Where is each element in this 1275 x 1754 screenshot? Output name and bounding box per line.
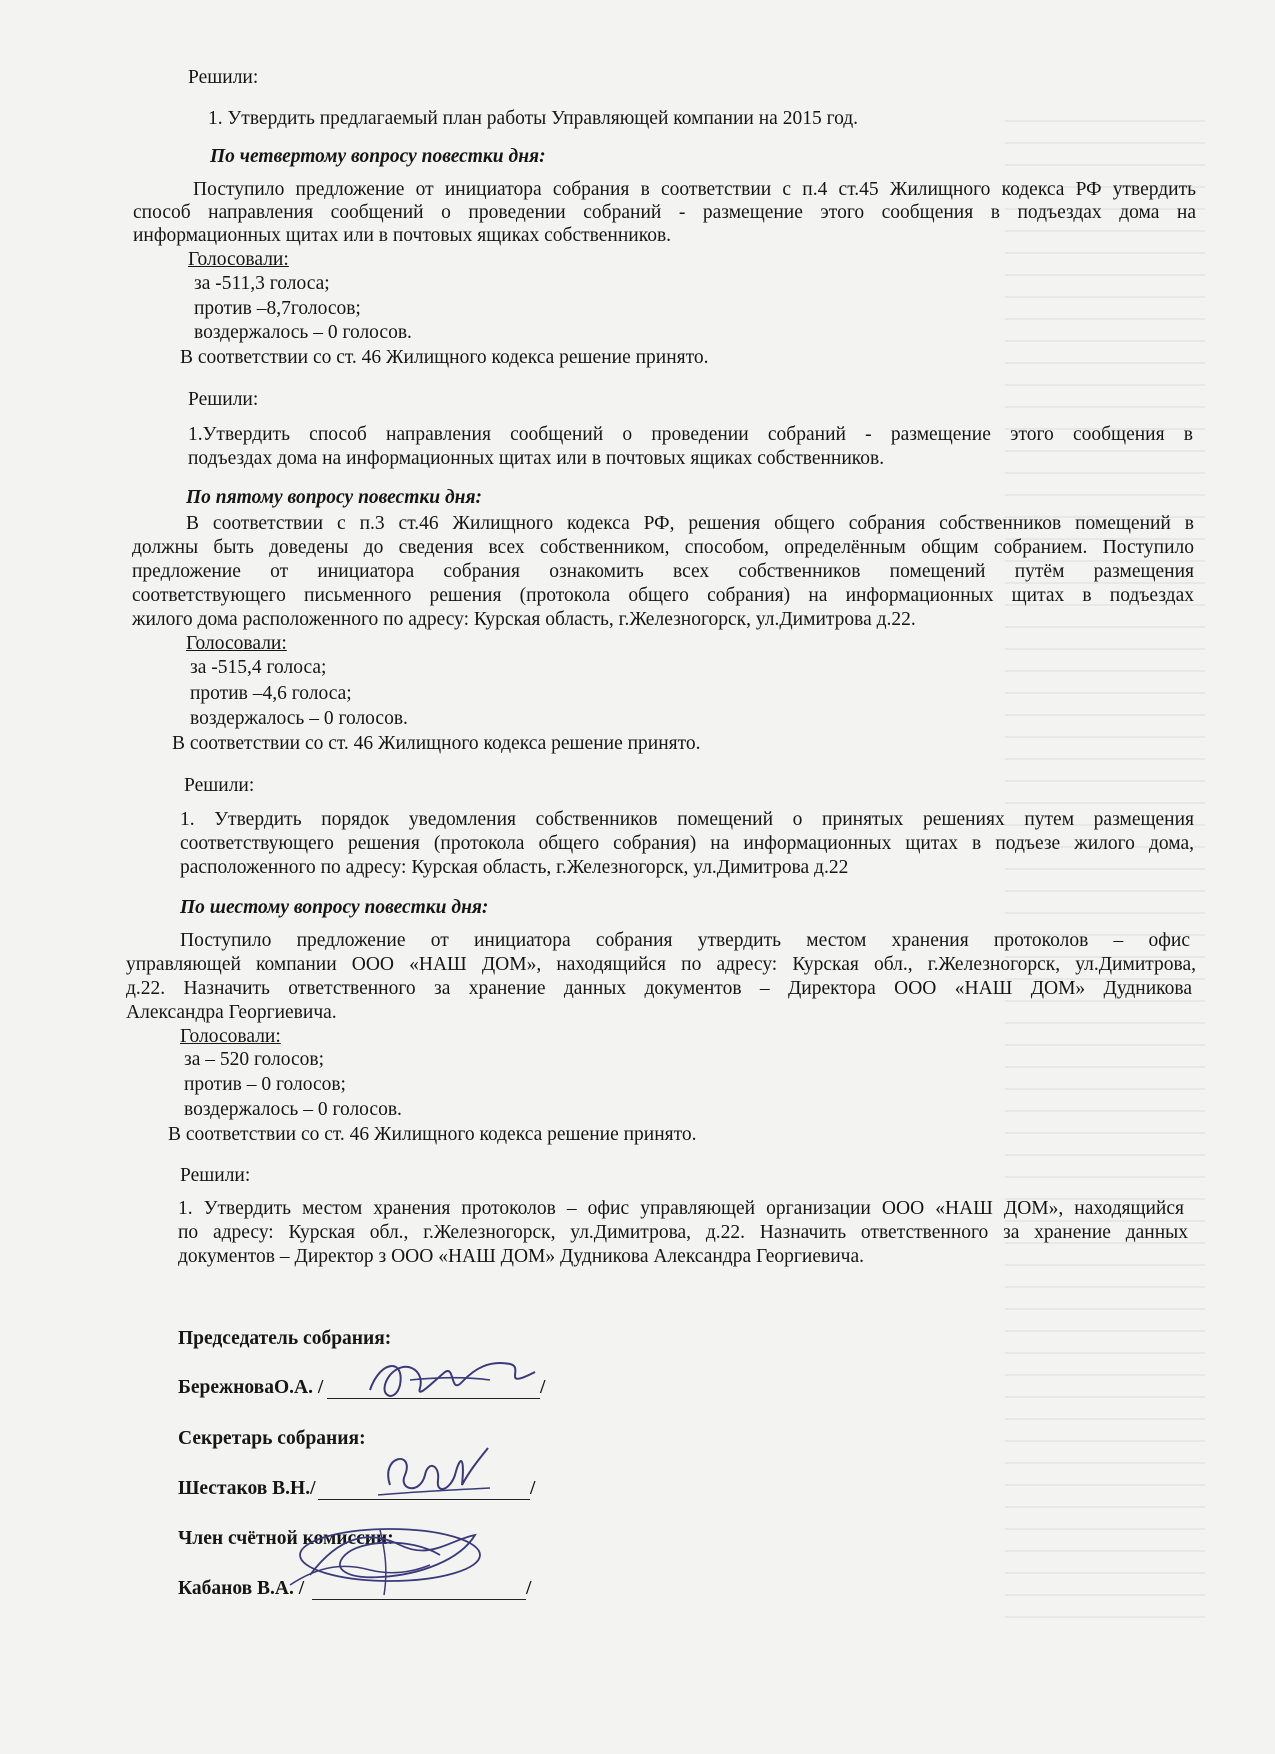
question-heading: По пятому вопросу повестки дня: [186,487,483,508]
secretary-signature-image [370,1440,500,1510]
question-text-line: Поступило предложение от инициатора собрания в соответствии с п.4 ст.45 Жилищного кодекса РФ утвердить [193,179,1196,200]
question-text-line: способ направления сообщений о проведении собраний - размещение этого сообщения в подъездах дома на [133,202,1196,223]
question-heading: По шестому вопросу повестки дня: [180,897,489,918]
vote-abstain: воздержалось – 0 голосов. [194,322,412,343]
question-text-line: соответствующего письменного решения (протокола общего собрания) на информационных щитах в подъездах [132,585,1194,606]
voted-label: Голосовали: [180,1026,281,1047]
signature-slash: / [526,1578,532,1599]
vote-abstain: воздержалось – 0 голосов. [190,708,408,729]
secretary-name: Шестаков В.Н./ [178,1478,316,1499]
resolved-text-line: по адресу: Курская обл., г.Железногорск, ул.Димитрова, д.22. Назначить ответственного за хранение данных [178,1222,1188,1243]
resolved-text-line: 1. Утвердить порядок уведомления собственников помещений о принятых решениях путем размещения [180,809,1194,830]
voted-label: Голосовали: [188,249,289,270]
question-text-line: Александра Георгиевича. [126,1002,337,1023]
counting-commission-signature-image [250,1515,500,1605]
decision-result: В соответствии со ст. 46 Жилищного кодекса решение принято. [172,733,701,754]
vote-against: против –4,6 голоса; [190,683,352,704]
question-text-line: предложение от инициатора собрания ознакомить всех собственников помещений путём размещения [132,561,1194,582]
bleed-through-text [1005,120,1205,1620]
resolved-text-line: соответствующего решения (протокола общего собрания) на информационных щитах в подъезе жилого дома, [180,833,1194,854]
chair-name: БережноваО.А. / [178,1377,324,1398]
resolved-text-line: документов – Директор з ООО «НАШ ДОМ» Дудникова Александра Георгиевича. [178,1246,865,1267]
counting-commission-name: Кабанов В.А. / [178,1578,305,1599]
question-heading: По четвертому вопросу повестки дня: [210,146,546,167]
vote-for: за -515,4 голоса; [190,657,327,678]
counting-commission-title: Член счётной комиссии: [178,1528,394,1549]
decision-result: В соответствии со ст. 46 Жилищного кодекса решение принято. [180,347,709,368]
resolved-label: Решили: [188,389,259,410]
vote-for: за -511,3 голоса; [194,273,330,294]
chair-title: Председатель собрания: [178,1328,392,1349]
resolved-item: 1. Утвердить предлагаемый план работы Управляющей компании на 2015 год. [208,108,859,129]
decision-result: В соответствии со ст. 46 Жилищного кодекса решение принято. [168,1124,697,1145]
resolved-text-line: 1. Утвердить местом хранения протоколов – офис управляющей организации ООО «НАШ ДОМ», находящийся [178,1198,1184,1219]
question-text-line: д.22. Назначить ответственного за хранение данных документов – Директора ООО «НАШ ДОМ» Дудникова [126,978,1192,999]
vote-against: против –8,7голосов; [194,298,361,319]
voted-label: Голосовали: [186,633,287,654]
resolved-text-line: 1.Утвердить способ направления сообщений о проведении собраний - размещение этого сообщения в [188,424,1193,445]
question-text-line: информационных щитах или в почтовых ящиках собственников. [133,225,672,246]
resolved-label: Решили: [184,775,255,796]
chair-signature-image [350,1350,580,1410]
resolved-text-line: расположенного по адресу: Курская область, г.Железногорск, ул.Димитрова д.22 [180,857,849,878]
question-text-line: В соответствии с п.3 ст.46 Жилищного кодекса РФ, решения общего собрания собственников помещений в [186,513,1194,534]
secretary-title: Секретарь собрания: [178,1428,366,1449]
question-text-line: Поступило предложение от инициатора собрания утвердить местом хранения протоколов – офис [180,930,1190,951]
question-text-line: должны быть доведены до сведения всех собственником, способом, определённым общим собранием. Поступило [132,537,1194,558]
vote-against: против – 0 голосов; [184,1074,346,1095]
question-text-line: управляющей компании ООО «НАШ ДОМ», находящийся по адресу: Курская обл., г.Железногорск, ул.Димитрова, [126,954,1196,975]
vote-for: за – 520 голосов; [184,1049,324,1070]
signature-slash: / [540,1377,546,1398]
resolved-text-line: подъездах дома на информационных щитах или в почтовых ящиках собственников. [188,448,885,469]
question-text-line: жилого дома расположенного по адресу: Курская область, г.Железногорск, ул.Димитрова д.22. [132,609,916,630]
signature-slash: / [530,1478,536,1499]
vote-abstain: воздержалось – 0 голосов. [184,1099,402,1120]
resolved-label: Решили: [188,67,259,88]
resolved-label: Решили: [180,1165,251,1186]
